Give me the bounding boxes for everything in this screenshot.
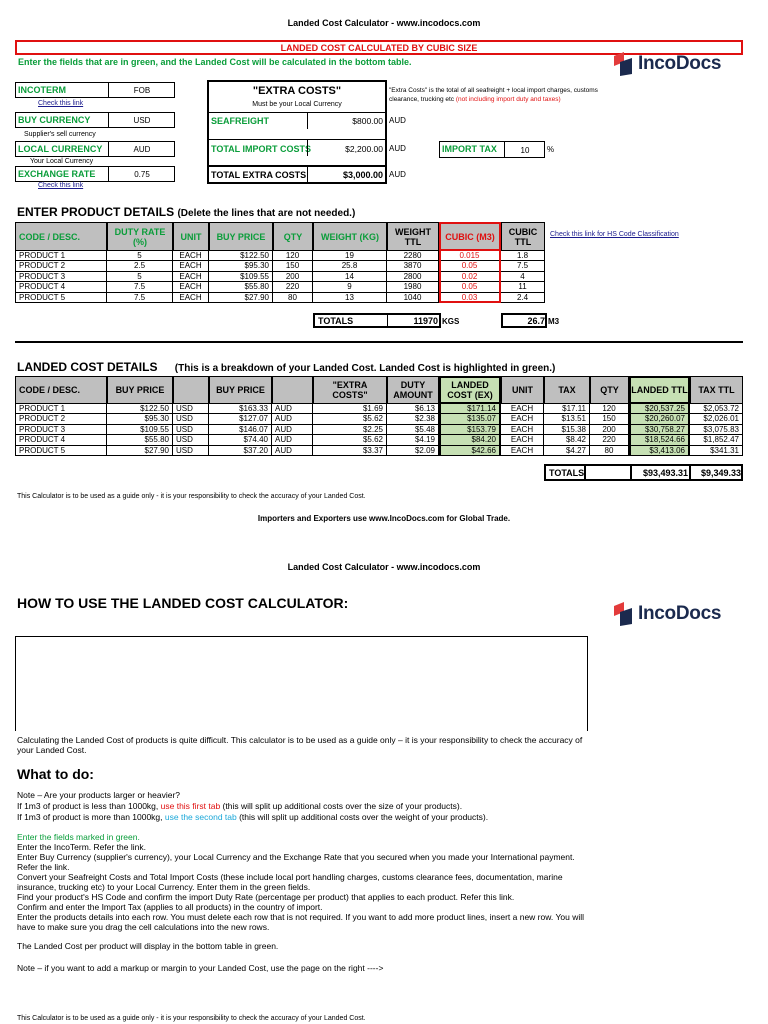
product-cell[interactable]: 120 bbox=[273, 251, 313, 261]
landed-cell: 80 bbox=[590, 446, 629, 456]
product-cell[interactable]: $95.30 bbox=[209, 261, 273, 271]
landed-cell: $2.25 bbox=[313, 425, 387, 435]
brand-name: IncoDocs bbox=[638, 53, 722, 74]
landed-section-heading bbox=[17, 360, 555, 376]
product-cell[interactable]: 19 bbox=[313, 251, 387, 261]
landed-cell: $18,524.66 bbox=[629, 435, 690, 445]
product-cell[interactable]: 5 bbox=[107, 272, 173, 282]
landed-cell: $42.66 bbox=[439, 446, 501, 456]
product-table bbox=[15, 251, 545, 303]
landed-col-header: "EXTRA COSTS" bbox=[313, 376, 387, 404]
product-cell[interactable]: 25.8 bbox=[313, 261, 387, 271]
landed-cell: $20,260.07 bbox=[629, 414, 690, 424]
landed-cell: $5.62 bbox=[313, 414, 387, 424]
product-cell[interactable]: 0.02 bbox=[439, 272, 501, 282]
landed-cell: $1.69 bbox=[313, 404, 387, 414]
landed-cell: USD bbox=[173, 425, 209, 435]
weight-unit: KGS bbox=[442, 317, 460, 326]
landed-cell: $20,537.25 bbox=[629, 404, 690, 414]
product-cell[interactable]: 0.03 bbox=[439, 293, 501, 303]
landed-total: $93,493.31 bbox=[642, 468, 688, 478]
product-cell[interactable]: EACH bbox=[173, 293, 209, 303]
extra-costs-subtitle: Must be your Local Currency bbox=[252, 101, 342, 108]
product-section-heading bbox=[17, 205, 355, 221]
landed-cell: $5.62 bbox=[313, 435, 387, 445]
landed-cell: AUD bbox=[272, 425, 313, 435]
exchange-rate-row bbox=[15, 166, 175, 182]
landed-col-header: UNIT bbox=[501, 376, 544, 404]
landed-cell: $8.42 bbox=[544, 435, 590, 445]
product-cell[interactable]: 1980 bbox=[387, 282, 439, 292]
line1-text-c: (this will split up additional costs over the size of your products). bbox=[220, 801, 463, 811]
product-cell[interactable]: 0.05 bbox=[439, 282, 501, 292]
landed-cell: USD bbox=[173, 404, 209, 414]
step-incoterm: Enter the IncoTerm. Refer the link. bbox=[17, 842, 146, 852]
what-to-do-heading: What to do: bbox=[17, 766, 94, 782]
landed-cell: $4.27 bbox=[544, 446, 590, 456]
landed-cell: $2.09 bbox=[387, 446, 439, 456]
product-cell[interactable]: PRODUCT 1 bbox=[15, 251, 107, 261]
landed-cell: $37.20 bbox=[209, 446, 272, 456]
import-costs-field[interactable]: $2,200.00 bbox=[345, 144, 383, 154]
product-cell[interactable]: 1.8 bbox=[501, 251, 545, 261]
landed-col-header: TAX bbox=[544, 376, 590, 404]
landed-col-header: BUY PRICE bbox=[209, 376, 272, 404]
landed-cell: $153.79 bbox=[439, 425, 501, 435]
total-extra-value: $3,000.00 bbox=[342, 170, 383, 180]
seafreight-label: SEAFREIGHT bbox=[211, 116, 270, 126]
landed-col-header: LANDED COST (EX) bbox=[439, 376, 501, 404]
buy-currency-note: Supplier's sell currency bbox=[24, 131, 96, 138]
weight-total: 11970 bbox=[413, 316, 438, 326]
step-currency: Enter Buy Currency (supplier's currency), your Local Currency and the Exchange Rate that you secured when you made your International payment. Refer the link. bbox=[17, 852, 575, 872]
incodocs-logo bbox=[612, 52, 721, 76]
landed-cell: PRODUCT 3 bbox=[15, 425, 107, 435]
incodocs-logo-icon-2 bbox=[612, 602, 634, 626]
landed-col-header: CODE / DESC. bbox=[15, 376, 107, 404]
product-totals bbox=[313, 313, 441, 328]
product-cell[interactable]: 7.5 bbox=[107, 293, 173, 303]
product-cell[interactable]: EACH bbox=[173, 251, 209, 261]
landed-cell: $5.48 bbox=[387, 425, 439, 435]
landed-cell: $109.55 bbox=[107, 425, 173, 435]
product-cell[interactable]: EACH bbox=[173, 282, 209, 292]
landed-cell: $30,758.27 bbox=[629, 425, 690, 435]
landed-cell: $127.07 bbox=[209, 414, 272, 424]
step-green-fields: Enter the fields marked in green. bbox=[17, 832, 140, 842]
col-code: CODE / DESC. bbox=[15, 222, 107, 251]
product-cell[interactable]: 5 bbox=[107, 251, 173, 261]
product-cell[interactable]: 2.4 bbox=[501, 293, 545, 303]
landed-cell: $84.20 bbox=[439, 435, 501, 445]
step-markup-note: Note – if you want to add a markup or margin to your Landed Cost, use the page on the right ----> bbox=[17, 963, 384, 973]
step-hs-code: Find your product's HS Code and confirm the import Duty Rate (percentage per product) that applies to each product. Refer this link. bbox=[17, 892, 515, 902]
landed-cell: $122.50 bbox=[107, 404, 173, 414]
col-qty: QTY bbox=[273, 222, 313, 251]
landed-cell: 120 bbox=[590, 404, 629, 414]
product-cell[interactable]: 11 bbox=[501, 282, 545, 292]
landed-col-header: QTY bbox=[590, 376, 629, 404]
landed-cell: $2,053.72 bbox=[690, 404, 743, 414]
product-cell[interactable]: EACH bbox=[173, 261, 209, 271]
product-cell[interactable]: 2280 bbox=[387, 251, 439, 261]
landed-cell: USD bbox=[173, 446, 209, 456]
landed-cell: $6.13 bbox=[387, 404, 439, 414]
extra-costs-note-red: (not including import duty and taxes) bbox=[455, 96, 561, 103]
extra-costs-title: "EXTRA COSTS" bbox=[252, 85, 342, 97]
incoterm-row bbox=[15, 82, 175, 98]
instruction-text: Enter the fields that are in green, and the Landed Cost will be calculated in the bottom table. bbox=[18, 57, 412, 67]
product-cell[interactable]: 2800 bbox=[387, 272, 439, 282]
landed-col-header bbox=[272, 376, 313, 404]
section-divider bbox=[15, 341, 743, 343]
brand-name-2: IncoDocs bbox=[638, 603, 722, 624]
exchange-rate-link[interactable]: Check this link bbox=[38, 182, 84, 189]
first-tab-link[interactable]: use this first tab bbox=[160, 801, 221, 811]
tax-total: $9,349.33 bbox=[700, 468, 741, 478]
col-cubic-ttl: CUBIC TTL bbox=[501, 222, 545, 251]
landed-cell: EACH bbox=[501, 435, 544, 445]
landed-cell: $95.30 bbox=[107, 414, 173, 424]
product-cell[interactable]: PRODUCT 2 bbox=[15, 261, 107, 271]
product-cell[interactable]: 80 bbox=[273, 293, 313, 303]
landed-cell: AUD bbox=[272, 414, 313, 424]
page-title: Landed Cost Calculator - www.incodocs.com bbox=[287, 18, 481, 28]
product-cell[interactable]: 9 bbox=[313, 282, 387, 292]
product-cell[interactable]: 0.05 bbox=[439, 261, 501, 271]
product-heading-note: (Delete the lines that are not needed.) bbox=[177, 208, 356, 219]
landed-cell: EACH bbox=[501, 446, 544, 456]
buy-currency-field[interactable]: USD bbox=[133, 116, 151, 125]
landed-cell: 220 bbox=[590, 435, 629, 445]
landed-table bbox=[15, 404, 743, 456]
local-currency-label: LOCAL CURRENCY bbox=[18, 144, 103, 154]
landed-totals bbox=[544, 464, 743, 481]
product-cell[interactable]: 2.5 bbox=[107, 261, 173, 271]
exchange-rate-field[interactable]: 0.75 bbox=[134, 170, 150, 179]
product-cell[interactable]: PRODUCT 3 bbox=[15, 272, 107, 282]
product-cell[interactable]: $27.90 bbox=[209, 293, 273, 303]
local-currency-row bbox=[15, 141, 175, 157]
landed-cell: $74.40 bbox=[209, 435, 272, 445]
product-cell[interactable]: 1040 bbox=[387, 293, 439, 303]
cubic-total: 26.7 bbox=[527, 316, 545, 326]
import-tax-unit: % bbox=[547, 145, 555, 154]
import-costs-currency: AUD bbox=[389, 144, 406, 153]
disclaimer-2: This Calculator is to be used as a guide only - it is your responsibility to check the accuracy of your Landed Cost. bbox=[17, 1015, 366, 1022]
note-larger: Note – Are your products larger or heavier? bbox=[17, 790, 181, 800]
line1-text-a: If 1m3 of product is less than 1000kg, bbox=[17, 801, 161, 811]
product-cell[interactable]: 200 bbox=[273, 272, 313, 282]
landed-cell: $2,026.01 bbox=[690, 414, 743, 424]
landed-cell: 200 bbox=[590, 425, 629, 435]
import-costs-label: TOTAL IMPORT COSTS bbox=[211, 144, 312, 154]
product-cell[interactable]: 13 bbox=[313, 293, 387, 303]
landed-cell: 150 bbox=[590, 414, 629, 424]
seafreight-currency: AUD bbox=[389, 116, 406, 125]
product-totals-label: TOTALS bbox=[318, 316, 354, 326]
landed-col-header: DUTY AMOUNT bbox=[387, 376, 439, 404]
landed-cell: $146.07 bbox=[209, 425, 272, 435]
line-more-1000 bbox=[17, 812, 488, 822]
product-cell[interactable]: 4 bbox=[501, 272, 545, 282]
seafreight-field[interactable]: $800.00 bbox=[352, 116, 383, 126]
product-cell[interactable]: EACH bbox=[173, 272, 209, 282]
page2-title: Landed Cost Calculator - www.incodocs.com bbox=[287, 562, 481, 572]
landed-cell: $3.37 bbox=[313, 446, 387, 456]
exchange-rate-label: EXCHANGE RATE bbox=[18, 169, 96, 179]
product-cell[interactable]: 150 bbox=[273, 261, 313, 271]
landed-cell: EACH bbox=[501, 414, 544, 424]
buy-currency-row bbox=[15, 112, 175, 128]
second-tab-link[interactable]: use the second tab bbox=[164, 812, 237, 822]
landed-cell: $55.80 bbox=[107, 435, 173, 445]
incoterm-label: INCOTERM bbox=[18, 85, 66, 95]
landed-cell: $27.90 bbox=[107, 446, 173, 456]
col-weight: WEIGHT (KG) bbox=[313, 222, 387, 251]
step-landed-display: The Landed Cost per product will display in the bottom table in green. bbox=[17, 941, 279, 951]
product-cell[interactable]: PRODUCT 4 bbox=[15, 282, 107, 292]
import-tax-field[interactable]: 10 bbox=[520, 146, 530, 155]
landed-cell: PRODUCT 1 bbox=[15, 404, 107, 414]
col-unit: UNIT bbox=[173, 222, 209, 251]
landed-totals-label: TOTALS bbox=[549, 468, 585, 478]
landed-cell: $3,075.83 bbox=[690, 425, 743, 435]
step-convert-costs: Convert your Seafreight Costs and Total Import Costs (these include local port handling charges, customs clearance fees, documentation, marine insurance, trucking etc) to your Local Currency. Enter them in the green fields. bbox=[17, 872, 563, 892]
extra-costs-note-main: "Extra Costs" is the total of all seafreight + local import charges, customs clearance, trucking etc bbox=[389, 87, 598, 103]
local-currency-note: Your Local Currency bbox=[30, 158, 94, 165]
landed-heading-note: (This is a breakdown of your Landed Cost. Landed Cost is highlighted in green.) bbox=[174, 363, 556, 374]
col-weight-ttl: WEIGHT TTL bbox=[387, 222, 439, 251]
product-cell[interactable]: 0.015 bbox=[439, 251, 501, 261]
product-cell[interactable]: 7.5 bbox=[107, 282, 173, 292]
landed-heading-text: LANDED COST DETAILS bbox=[17, 360, 158, 374]
product-cell[interactable]: PRODUCT 5 bbox=[15, 293, 107, 303]
product-cell[interactable]: 220 bbox=[273, 282, 313, 292]
landed-cell: $17.11 bbox=[544, 404, 590, 414]
landed-cell: $13.51 bbox=[544, 414, 590, 424]
footer-text: Importers and Exporters use www.IncoDocs.com for Global Trade. bbox=[257, 514, 511, 523]
landed-cell: $4.19 bbox=[387, 435, 439, 445]
landed-col-header: LANDED TTL bbox=[629, 376, 690, 404]
incodocs-logo-icon bbox=[612, 52, 634, 76]
howto-heading: HOW TO USE THE LANDED COST CALCULATOR: bbox=[17, 595, 349, 611]
cubic-total-box bbox=[501, 313, 547, 328]
landed-cell: AUD bbox=[272, 446, 313, 456]
local-currency-field[interactable]: AUD bbox=[133, 145, 151, 154]
landed-cell: EACH bbox=[501, 425, 544, 435]
line2-text-c: (this will split up additional costs over the weight of your products). bbox=[236, 812, 489, 822]
landed-cell: PRODUCT 5 bbox=[15, 446, 107, 456]
incoterm-link[interactable]: Check this link bbox=[38, 100, 84, 107]
product-cell[interactable]: $122.50 bbox=[209, 251, 273, 261]
line2-text-a: If 1m3 of product is more than 1000kg, bbox=[17, 812, 165, 822]
landed-cell: PRODUCT 4 bbox=[15, 435, 107, 445]
col-duty-rate: DUTY RATE (%) bbox=[107, 222, 173, 251]
landed-cell: AUD bbox=[272, 404, 313, 414]
landed-col-header: TAX TTL bbox=[690, 376, 743, 404]
landed-col-header: BUY PRICE bbox=[107, 376, 173, 404]
landed-cell: USD bbox=[173, 414, 209, 424]
total-extra-label: TOTAL EXTRA COSTS bbox=[211, 170, 307, 180]
landed-cell: $15.38 bbox=[544, 425, 590, 435]
product-cell[interactable]: 7.5 bbox=[501, 261, 545, 271]
landed-cell: PRODUCT 2 bbox=[15, 414, 107, 424]
landed-cell: $341.31 bbox=[690, 446, 743, 456]
landed-cell: $2.38 bbox=[387, 414, 439, 424]
buy-currency-label: BUY CURRENCY bbox=[18, 115, 91, 125]
incoterm-field[interactable]: FOB bbox=[133, 86, 151, 95]
total-extra-currency: AUD bbox=[389, 170, 406, 179]
hs-code-link[interactable]: Check this link for HS Code Classification bbox=[550, 231, 679, 238]
col-buy-price: BUY PRICE bbox=[209, 222, 273, 251]
video-frame bbox=[15, 636, 588, 731]
howto-intro: Calculating the Landed Cost of products is quite difficult. This calculator is to be used as a guide only – it is your responsibility to check the accuracy of your Landed Cost. bbox=[17, 735, 583, 755]
landed-cell: $163.33 bbox=[209, 404, 272, 414]
step-import-tax: Confirm and enter the Import Tax (applies to all products) in the country of import. bbox=[17, 902, 323, 912]
extra-costs-note bbox=[389, 86, 629, 104]
landed-cell: AUD bbox=[272, 435, 313, 445]
cubic-banner: LANDED COST CALCULATED BY CUBIC SIZE bbox=[15, 40, 743, 55]
product-heading-text: ENTER PRODUCT DETAILS bbox=[17, 205, 175, 219]
product-cell[interactable]: 3870 bbox=[387, 261, 439, 271]
incodocs-logo-2 bbox=[612, 602, 721, 626]
product-cell[interactable]: 14 bbox=[313, 272, 387, 282]
cubic-unit: M3 bbox=[548, 317, 560, 326]
col-cubic: CUBIC (M3) bbox=[439, 222, 501, 251]
import-tax-row bbox=[439, 141, 545, 158]
landed-cell: $171.14 bbox=[439, 404, 501, 414]
landed-col-header bbox=[173, 376, 209, 404]
disclaimer-1: This Calculator is to be used as a guide only - it is your responsibility to check the accuracy of your Landed Cost. bbox=[17, 493, 366, 500]
landed-cell: $1,852.47 bbox=[690, 435, 743, 445]
landed-cell: $3,413.06 bbox=[629, 446, 690, 456]
product-cell[interactable]: $109.55 bbox=[209, 272, 273, 282]
landed-cell: USD bbox=[173, 435, 209, 445]
landed-cell: EACH bbox=[501, 404, 544, 414]
product-cell[interactable]: $55.80 bbox=[209, 282, 273, 292]
line-less-1000 bbox=[17, 801, 462, 811]
landed-cell: $135.07 bbox=[439, 414, 501, 424]
import-tax-label: IMPORT TAX bbox=[442, 144, 497, 154]
step-product-rows: Enter the products details into each row. You must delete each row that is not required. If you want to add more product lines, insert a new row. You will have to make sure you drag the cell calculations into the new rows. bbox=[17, 912, 584, 932]
